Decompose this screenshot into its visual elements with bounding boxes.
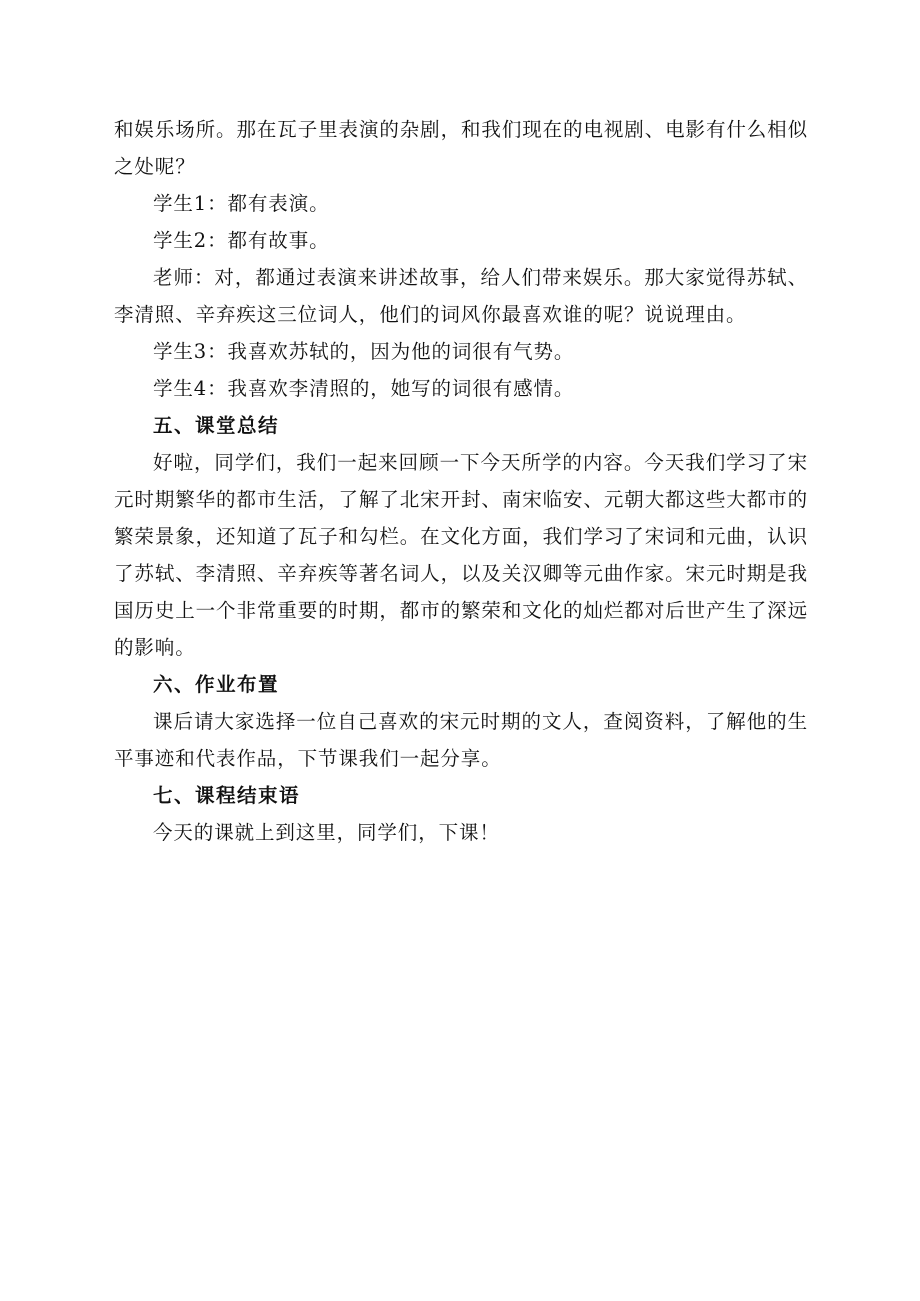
homework-paragraph: 课后请大家选择一位自己喜欢的宋元时期的文人，查阅资料，了解他的生平事迹和代表作品，下节课我们一起分享。 — [114, 710, 808, 770]
student-1-line: 学生1：都有表演。 — [153, 192, 330, 215]
student-4-line: 学生4：我喜欢李清照的，她写的词很有感情。 — [153, 377, 575, 400]
document-body — [114, 111, 808, 851]
teacher-line: 老师：对，都通过表演来讲述故事，给人们带来娱乐。那大家觉得苏轼、李清照、辛弃疾这三位词人，他们的词风你最喜欢谁的呢？说说理由。 — [114, 266, 808, 326]
section-heading-closing: 七、课程结束语 — [153, 784, 301, 807]
closing-paragraph: 今天的课就上到这里，同学们，下课！ — [153, 821, 500, 844]
student-3-line: 学生3：我喜欢苏轼的，因为他的词很有气势。 — [153, 340, 575, 363]
section-heading-summary: 五、课堂总结 — [153, 414, 280, 437]
section-heading-homework: 六、作业布置 — [153, 673, 280, 696]
student-2-line: 学生2：都有故事。 — [153, 229, 330, 252]
paragraph-continuation: 和娱乐场所。那在瓦子里表演的杂剧，和我们现在的电视剧、电影有什么相似之处呢？ — [114, 118, 808, 178]
summary-paragraph: 好啦，同学们，我们一起来回顾一下今天所学的内容。今天我们学习了宋元时期繁华的都市生活，了解了北宋开封、南宋临安、元朝大都这些大都市的繁荣景象，还知道了瓦子和勾栏。在文化方面，我们学习了宋词和元曲，认识了苏轼、李清照、辛弃疾等著名词人，以及关汉卿等元曲作家。宋元时期是我国历史上一个非常重要的时期，都市的繁荣和文化的灿烂都对后世产生了深远的影响。 — [114, 451, 808, 659]
